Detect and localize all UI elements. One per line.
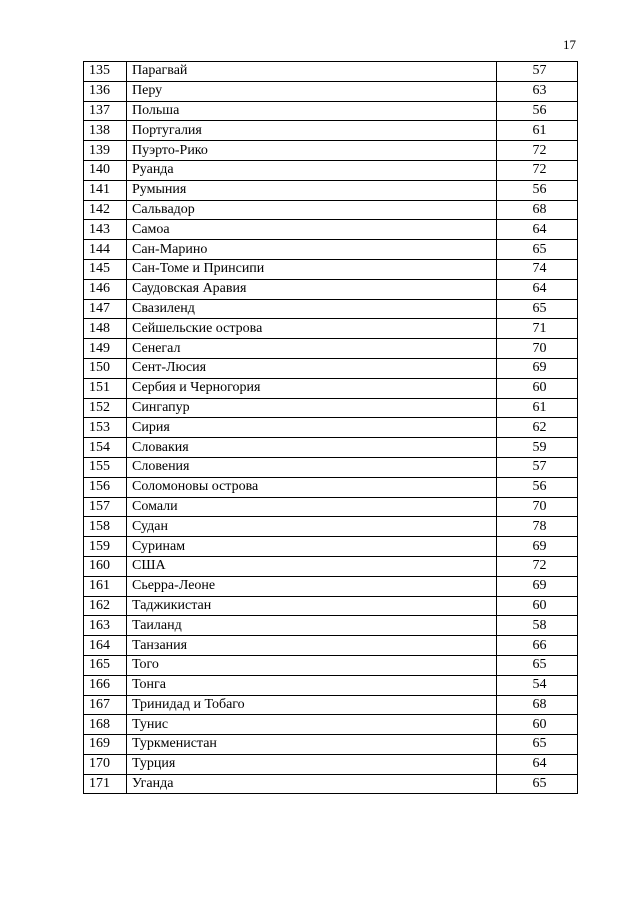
country-name: Суринам xyxy=(127,537,497,557)
row-value: 56 xyxy=(497,477,578,497)
row-number: 166 xyxy=(84,675,127,695)
row-number: 152 xyxy=(84,398,127,418)
row-number: 157 xyxy=(84,497,127,517)
table-row xyxy=(84,279,578,299)
table-row xyxy=(84,556,578,576)
row-value: 68 xyxy=(497,695,578,715)
row-value: 56 xyxy=(497,101,578,121)
table-row xyxy=(84,517,578,537)
table-row xyxy=(84,418,578,438)
country-name: Соломоновы острова xyxy=(127,477,497,497)
row-number: 169 xyxy=(84,735,127,755)
row-value: 64 xyxy=(497,220,578,240)
table-row xyxy=(84,477,578,497)
row-number: 138 xyxy=(84,121,127,141)
row-value: 61 xyxy=(497,121,578,141)
country-name: Сан-Марино xyxy=(127,240,497,260)
row-number: 159 xyxy=(84,537,127,557)
country-name: Таиланд xyxy=(127,616,497,636)
row-value: 72 xyxy=(497,160,578,180)
country-name: Сербия и Черногория xyxy=(127,378,497,398)
table-row xyxy=(84,596,578,616)
row-value: 65 xyxy=(497,655,578,675)
table-row xyxy=(84,537,578,557)
country-name: Сенегал xyxy=(127,339,497,359)
row-value: 60 xyxy=(497,596,578,616)
row-value: 61 xyxy=(497,398,578,418)
row-value: 59 xyxy=(497,438,578,458)
row-number: 165 xyxy=(84,655,127,675)
row-number: 155 xyxy=(84,457,127,477)
row-value: 63 xyxy=(497,81,578,101)
row-number: 140 xyxy=(84,160,127,180)
row-number: 150 xyxy=(84,358,127,378)
table-row xyxy=(84,121,578,141)
country-name: Саудовская Аравия xyxy=(127,279,497,299)
country-name: Сент-Люсия xyxy=(127,358,497,378)
table-row xyxy=(84,220,578,240)
row-number: 160 xyxy=(84,556,127,576)
row-value: 65 xyxy=(497,299,578,319)
table-row xyxy=(84,735,578,755)
row-number: 154 xyxy=(84,438,127,458)
table-row xyxy=(84,695,578,715)
table-row xyxy=(84,655,578,675)
table-row xyxy=(84,160,578,180)
row-value: 71 xyxy=(497,319,578,339)
country-table xyxy=(83,61,578,794)
row-number: 156 xyxy=(84,477,127,497)
table-row xyxy=(84,81,578,101)
table-row xyxy=(84,180,578,200)
country-name: Сейшельские острова xyxy=(127,319,497,339)
row-number: 161 xyxy=(84,576,127,596)
table-row xyxy=(84,398,578,418)
row-value: 54 xyxy=(497,675,578,695)
row-number: 142 xyxy=(84,200,127,220)
country-name: Тонга xyxy=(127,675,497,695)
country-name: Танзания xyxy=(127,636,497,656)
country-name: Парагвай xyxy=(127,62,497,82)
table-row xyxy=(84,715,578,735)
country-name: Турция xyxy=(127,754,497,774)
country-name: Сальвадор xyxy=(127,200,497,220)
row-number: 137 xyxy=(84,101,127,121)
row-value: 66 xyxy=(497,636,578,656)
country-name: Румыния xyxy=(127,180,497,200)
row-value: 70 xyxy=(497,497,578,517)
row-value: 60 xyxy=(497,378,578,398)
row-number: 148 xyxy=(84,319,127,339)
country-name: Судан xyxy=(127,517,497,537)
country-name: Руанда xyxy=(127,160,497,180)
row-number: 146 xyxy=(84,279,127,299)
row-value: 58 xyxy=(497,616,578,636)
table-row xyxy=(84,62,578,82)
row-value: 64 xyxy=(497,279,578,299)
row-value: 64 xyxy=(497,754,578,774)
row-value: 70 xyxy=(497,339,578,359)
table-row xyxy=(84,576,578,596)
country-name: Свазиленд xyxy=(127,299,497,319)
row-value: 68 xyxy=(497,200,578,220)
table-row xyxy=(84,141,578,161)
table-row xyxy=(84,636,578,656)
country-name: Уганда xyxy=(127,774,497,794)
country-name: Польша xyxy=(127,101,497,121)
country-name: Словакия xyxy=(127,438,497,458)
row-number: 147 xyxy=(84,299,127,319)
country-name: Сингапур xyxy=(127,398,497,418)
country-name: Самоа xyxy=(127,220,497,240)
row-number: 151 xyxy=(84,378,127,398)
country-name: США xyxy=(127,556,497,576)
row-value: 78 xyxy=(497,517,578,537)
row-value: 65 xyxy=(497,774,578,794)
row-number: 149 xyxy=(84,339,127,359)
country-name: Сьерра-Леоне xyxy=(127,576,497,596)
row-value: 72 xyxy=(497,556,578,576)
table-row xyxy=(84,101,578,121)
country-name: Сирия xyxy=(127,418,497,438)
table-row xyxy=(84,438,578,458)
row-value: 74 xyxy=(497,259,578,279)
country-name: Перу xyxy=(127,81,497,101)
row-number: 136 xyxy=(84,81,127,101)
table-row xyxy=(84,378,578,398)
row-number: 164 xyxy=(84,636,127,656)
table-row xyxy=(84,754,578,774)
row-value: 72 xyxy=(497,141,578,161)
table-row xyxy=(84,299,578,319)
table-row xyxy=(84,339,578,359)
table-row xyxy=(84,675,578,695)
row-value: 69 xyxy=(497,537,578,557)
row-number: 168 xyxy=(84,715,127,735)
row-value: 65 xyxy=(497,735,578,755)
row-number: 145 xyxy=(84,259,127,279)
country-name: Сомали xyxy=(127,497,497,517)
table-row xyxy=(84,240,578,260)
row-value: 57 xyxy=(497,62,578,82)
table-row xyxy=(84,497,578,517)
row-value: 65 xyxy=(497,240,578,260)
country-name: Туркменистан xyxy=(127,735,497,755)
row-number: 135 xyxy=(84,62,127,82)
table-row xyxy=(84,774,578,794)
row-value: 57 xyxy=(497,457,578,477)
country-name: Сан-Томе и Принсипи xyxy=(127,259,497,279)
row-value: 69 xyxy=(497,576,578,596)
row-number: 139 xyxy=(84,141,127,161)
row-number: 153 xyxy=(84,418,127,438)
country-name: Словения xyxy=(127,457,497,477)
row-number: 141 xyxy=(84,180,127,200)
country-name: Таджикистан xyxy=(127,596,497,616)
country-name: Тринидад и Тобаго xyxy=(127,695,497,715)
row-number: 167 xyxy=(84,695,127,715)
page-number: 17 xyxy=(563,37,576,52)
row-number: 163 xyxy=(84,616,127,636)
row-number: 158 xyxy=(84,517,127,537)
table-row xyxy=(84,358,578,378)
table-row xyxy=(84,457,578,477)
table-row xyxy=(84,259,578,279)
row-value: 56 xyxy=(497,180,578,200)
row-number: 171 xyxy=(84,774,127,794)
row-value: 60 xyxy=(497,715,578,735)
table-row xyxy=(84,616,578,636)
row-value: 62 xyxy=(497,418,578,438)
country-name: Тунис xyxy=(127,715,497,735)
table-body xyxy=(84,62,578,794)
table-row xyxy=(84,200,578,220)
row-number: 170 xyxy=(84,754,127,774)
row-number: 162 xyxy=(84,596,127,616)
country-name: Того xyxy=(127,655,497,675)
country-name: Пуэрто-Рико xyxy=(127,141,497,161)
row-number: 144 xyxy=(84,240,127,260)
table-row xyxy=(84,319,578,339)
row-value: 69 xyxy=(497,358,578,378)
country-name: Португалия xyxy=(127,121,497,141)
row-number: 143 xyxy=(84,220,127,240)
